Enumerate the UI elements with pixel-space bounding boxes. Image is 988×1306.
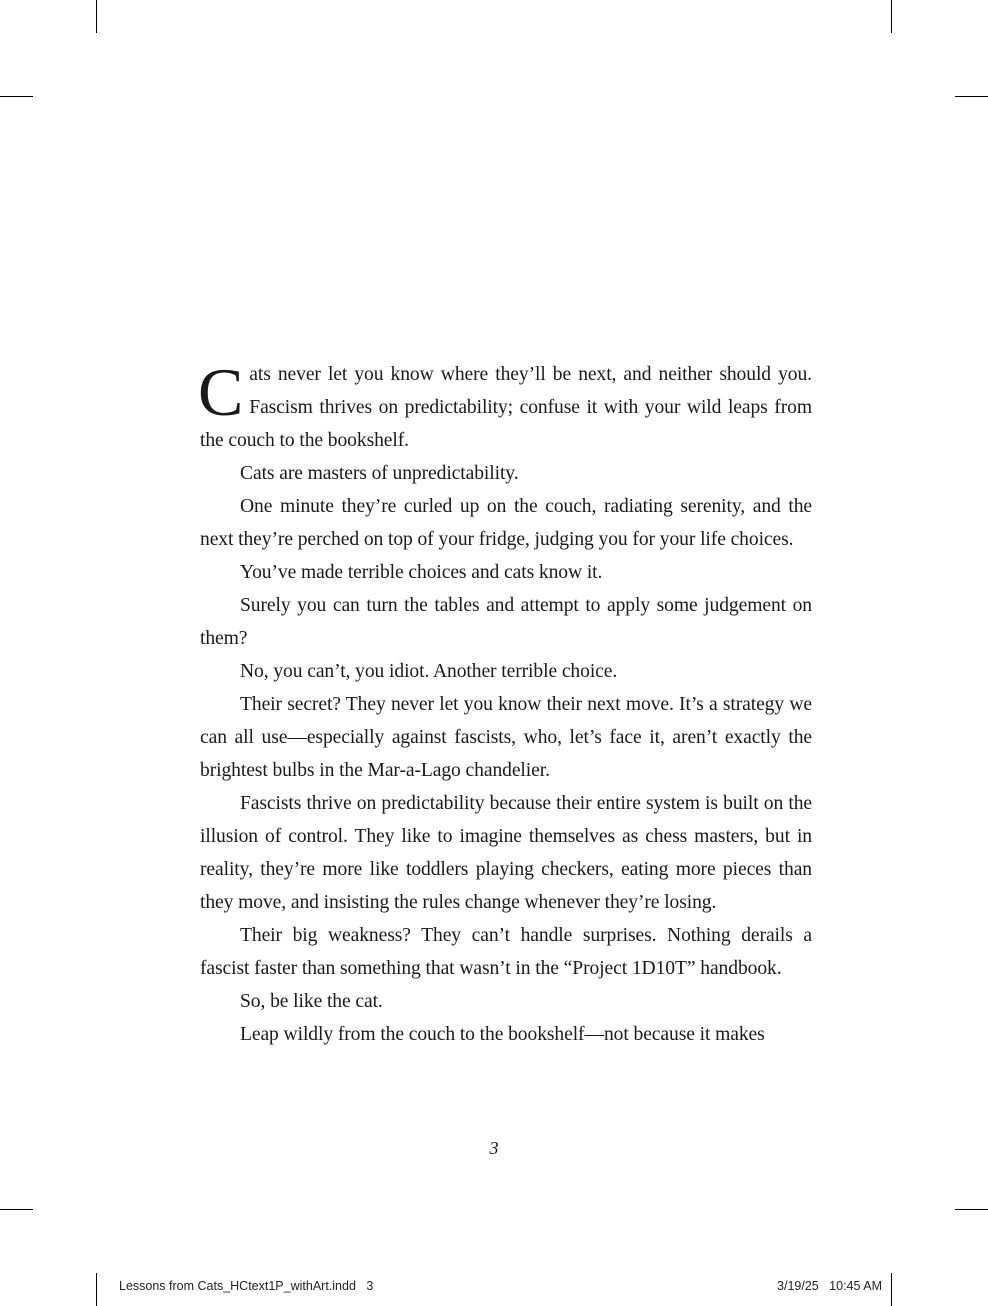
paragraph-7: Their secret? They never let you know their next move. It’s a strategy we can all use—especially against fascists, who, let’s face it, aren’t exactly the brightest bulbs in the Mar-a-Lago chandelier. [200,694,812,781]
page-number: 3 [489,1138,499,1158]
paragraph-9: Their big weakness? They can’t handle surprises. Nothing derails a fascist faster than something that wasn’t in the “Project 1D10T” handbook. [200,925,812,979]
paragraph-5: Surely you can turn the tables and attempt to apply some judgement on them? [200,595,812,649]
paragraph-1-text: ats never let you know where they’ll be next, and neither should you. Fascism thrives on predictability; confuse it with your wild leaps from the couch to the bookshelf. [200,364,812,451]
paragraph-11: Leap wildly from the couch to the bookshelf—not because it makes [240,1024,765,1045]
slug-filename: Lessons from Cats_HCtext1P_withArt.indd 3 [119,1279,374,1293]
crop-mark-right-bottom [955,1209,988,1210]
crop-mark-left-top [0,96,33,97]
crop-mark-top-left [96,0,97,33]
paragraph-10: So, be like the cat. [240,991,383,1012]
crop-mark-bottom-right [891,1273,892,1306]
crop-mark-left-bottom [0,1209,33,1210]
paragraph-6: No, you can’t, you idiot. Another terrible choice. [240,661,618,682]
paragraph-4: You’ve made terrible choices and cats know it. [240,562,603,583]
crop-mark-bottom-left [96,1273,97,1306]
paragraph-1 [198,354,812,457]
crop-mark-top-right [891,0,892,33]
paragraph-2: Cats are masters of unpredictability. [240,463,519,484]
body-text [198,354,812,1051]
paragraph-3: One minute they’re curled up on the couch, radiating serenity, and the next they’re perched on top of your fridge, judging you for your life choices. [200,496,812,550]
crop-mark-right-top [955,96,988,97]
drop-cap: C [198,354,244,430]
paragraph-8: Fascists thrive on predictability because their entire system is built on the illusion of control. They like to imagine themselves as chess masters, but in reality, they’re more like toddlers playing checkers, eating more pieces than they move, and insisting the rules change whenever they’re losing. [200,793,812,913]
slug-timestamp: 3/19/25 10:45 AM [777,1279,882,1293]
